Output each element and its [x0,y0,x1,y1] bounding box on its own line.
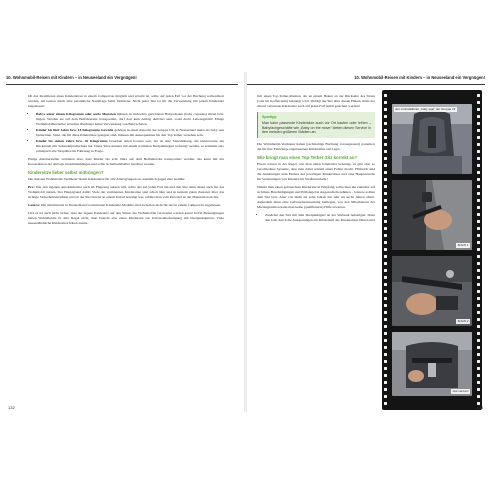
install-paragraph: Eltern wissen in der Regel, wie man einen Kindersitz befestigt, es gibt aber so verschiedene Systeme, dass man dabei schnell einen Fehler macht. Hilfreich sind die Anleitungen zum Einbau des jeweiligen Kindersitzes und eine Hauptursache für Verletzungen von Kindern im Straßenverkehr! [257,162,375,182]
film-perforation [384,339,387,342]
film-perforation [477,157,480,160]
film-perforation [384,262,387,265]
pro-paragraph: Pro: Wer den eigenen Autokindersitz auch im Flugzeug nutzen will, sollte das auf jeden Fall tun und den Sitz dann direkt auch für das Wohnmobil nutzen. Der Hauptgrund dafür: Viele der vermieteten Kindersitze sind schon älter und in keinem guten Zustand, über das richtige Sicherheitszertifikat und ob der Sitz bereits an einem Unfall beteiligt war, erfährt man vom Personal an der Mietstation nichts. [28,185,224,200]
film-perforation [477,171,480,174]
left-intro-paragraph: Ob das Installieren eines Kindersitzes in einem Campervan möglich und erlaubt ist, sollte auf jeden Fall vor der Buchung recherchiert werden, am besten durch eine persönliche Nachfrage beim Vermieter. Nicht jeder Sitz ist für die Verwendung mit jedem Kindersitz zugelassen! [28,94,224,108]
film-perforation [384,220,387,223]
film-perforation [477,192,480,195]
film-perforation [477,381,480,384]
film-perforation [477,213,480,216]
right-text-column [257,94,375,226]
photo-caption: Schritt 1 [457,242,469,247]
film-perforation [477,388,480,391]
film-perforation [477,318,480,321]
top-tether-paragraph: lich einen Top-Tether-Riemen, der an einem Haken an der Rückseite des Sitzes (oder im Kofferraum) befestigt wird. Verfügt der Sitz über diesen Haken, muss der darauf vertretene Kindersitz auch auf jeden Fall damit gesichert werden! [257,94,375,108]
film-perforation [477,220,480,223]
film-perforation [477,367,480,370]
left-text-column [28,94,224,229]
list-item: • Kinder bis sieben Jahre bzw. 26 Kilogramm brauchen einen booster seat, der ist eine Sitzerhöhung, die idealerweise ein Rückenteil mit Seitenaufprallschutz hat. Diese Sitze können mit einem normalen Dreipunktegurt befestigt werden, es kommen also prinzipiell alle Sitzplätze im Fahrzeug in Frage. [36,139,224,154]
right-page [247,72,485,412]
seatbelt-hand-image [392,180,472,250]
film-perforation [384,325,387,328]
film-perforation [384,206,387,209]
film-perforation [384,171,387,174]
film-perforation [477,269,480,272]
film-perforation [384,143,387,146]
page-number-right: 133 [476,405,483,410]
section-subhead-right: Wie bringt man einen Top-Tether-Sitz korrekt an? [257,155,358,161]
film-perforation [384,304,387,307]
tip-text: Man kann passende Kindersitze auch vor Ort kaufen oder leihen – Babyfachgeschäfte wie „Baby on the move“ bieten diesen Service in den meisten größeren Städten an. [262,120,371,135]
film-perforation [477,136,480,139]
film-perforation [477,374,480,377]
film-perforation [477,248,480,251]
tether-strap-image [392,256,472,326]
contra-paragraph: Contra: Die allermeisten in Deutschland vertriebenen Kindersitz-Modelle sind zwischen nicht für uns in einem Campervan zugelassen. [28,203,222,208]
film-perforation [384,283,387,286]
film-perforation [384,388,387,391]
buckled-seat-image [392,332,472,396]
photo-car-seat [392,104,472,174]
film-perforation [477,311,480,314]
photo-caption: Gut verzurrt [452,388,469,393]
film-perforation [477,164,480,167]
age-group-list [28,112,224,154]
film-perforation [384,255,387,258]
photo-filmstrip [382,90,482,410]
film-perforation [477,395,480,398]
film-perforation [384,374,387,377]
used-seat-paragraph: Nimmt man einen gebrauchten Kindersitz in Empfang, sollte man ihn zunächst auf sichtbare Beschädigungen und Prüfsiegel in Augenschein nehmen – letztere sollten dem Sitz bzw. Alter von mehr als zehn Jahren nur sehr als sechs Jahren altern. Außerdem muss eine Gebrauchsanweisung beiliegen, von den Mitarbeitern der Mietsugestation kann man keine (qualifizierte) Hilfe erwarten. [257,185,375,210]
film-perforation [477,304,480,307]
film-perforation [384,367,387,370]
film-perforation [384,115,387,118]
film-perforation [477,283,480,286]
film-perforation [384,381,387,384]
film-perforation [384,108,387,111]
film-perforation [477,115,480,118]
film-perforation [384,185,387,188]
photo-buckled [392,332,472,396]
film-perforation [384,241,387,244]
film-perforation [384,395,387,398]
left-page [6,72,244,412]
film-perforation [384,346,387,349]
film-perforation [384,101,387,104]
rental-seats-paragraph: Die meisten Wohnmobil-Vermieter bieten Kindersitze für alle Altersgruppen an, zusätzlich gegen eine Gebühr. [28,177,186,182]
film-perforation [384,136,387,139]
film-perforation [384,234,387,237]
list-item: • Babys unter einem Kilogramm oder sechs Monaten müssen in rückwärts gerichteten Babyschalen (baby capsules) sitzen bzw. liegen. Werden sie auf dem Beifahrersitz transportiert, darf dort kein Airbag aktiviert sein, sonst droht Lebensgefahr! Einige Wohnmobilhersteller erlauben überhaupt keine Verwendung von Babyschalen. [36,112,224,127]
film-perforation [477,325,480,328]
section-subhead-left: Kindersitze lieber selbst mitbringen? [28,170,104,175]
film-perforation [477,339,480,342]
film-perforation [477,185,480,188]
header-rule-right [247,84,485,85]
tip-box [257,112,375,138]
page-number-left: 132 [8,405,15,410]
film-perforation [384,318,387,321]
rental-stock-paragraph: Die Wohnmobil-Vermieter haben (rechtzeitige Buchung vorausgesetzt) garantiert die für ihre Fahrzeuge zugelassenen Kindersitze auf Lager. [257,142,375,152]
film-perforation [477,94,480,97]
list-item: • Zunächst den Sitz mit dem Dreipunktgurt an der Sitzbank befestigen: Dazu den Gurt durch die Aussparungen am Rückenteil des Kindersitzes führen und [265,213,375,223]
film-perforation [384,129,387,132]
photo-step-1 [392,180,472,250]
film-perforation [477,353,480,356]
film-perforation [384,94,387,97]
film-perforation [384,122,387,125]
film-perforation [477,178,480,181]
film-perforation [477,255,480,258]
list-item: • Kinder bis fünf Jahre bzw. 18 Kilogramm Gewicht gehören in einen Autositz der Gruppe I/II, in Neuseeland meist als baby seat bezeichnet. Sitze, die für diese Kindersitze geeignet sind, müssen mit Ankerpunkten für den Top Tether versehen sein. [36,128,224,138]
film-perforation [477,234,480,237]
film-perforation [384,332,387,335]
film-perforation [477,206,480,209]
film-perforation [384,269,387,272]
film-perforation [384,164,387,167]
car-seat-image [392,104,472,174]
tip-title: Spartipp [262,115,277,119]
photo-step-2 [392,256,472,326]
header-rule-left [6,84,238,85]
film-perforation [384,402,387,405]
film-perforation [384,248,387,251]
film-perforation [384,150,387,153]
film-perforation [477,129,480,132]
film-perforation [384,178,387,181]
film-perforation [477,122,480,125]
film-perforation [384,213,387,216]
airbag-paragraph: Einige Autohersteller verbieten aber, dass Kinder bis acht Jahre auf dem Beifahrersitz transportiert werden, das kann mit der Konstruktion der Airbags zusammenhängen und sollte sicherheitshalber beachtet werden. [28,157,224,166]
film-perforation [384,227,387,230]
running-head-right: 10. Wohnmobil-Reisen mit Kindern – in Neuseeland ein Vergnügen! [354,75,485,80]
film-perforation [384,276,387,279]
film-perforation [477,290,480,293]
film-perforation [477,227,480,230]
photo-caption: Schritt 2 [457,318,469,323]
film-perforation [384,297,387,300]
film-perforation [384,353,387,356]
film-perforation [477,332,480,335]
isofix-paragraph: Und es ist auch nicht sicher, dass der eigene Kindersitz auf den Sitzen des Wohnmobils verwendet werden kann! Isofix-Befestigungen haben Wohnmobile in aller Regel nicht, man braucht also einen Kindersitz zur Universalbefestigung mit Dreipunktgurten. Viele neuseeländische Kindersitze haben zusätz- [28,211,224,226]
film-perforation [384,192,387,195]
film-perforation [384,360,387,363]
film-perforation [477,108,480,111]
film-perforation [384,290,387,293]
film-perforation [477,150,480,153]
install-steps-list [257,213,375,223]
photo-caption: Ein vorinstallierter „baby seat“ der Gruppe I/II [395,106,456,111]
film-perforation [477,199,480,202]
film-perforation [477,276,480,279]
film-perforation [477,143,480,146]
film-perforation [384,199,387,202]
film-perforation [477,262,480,265]
running-head-left: 10. Wohnmobil-Reisen mit Kindern – in Neuseeland ein Vergnügen! [6,75,137,80]
film-perforation [384,311,387,314]
film-perforation [477,297,480,300]
film-perforation [477,101,480,104]
film-perforation [477,346,480,349]
film-perforation [384,157,387,160]
film-perforation [477,360,480,363]
film-perforation [477,241,480,244]
